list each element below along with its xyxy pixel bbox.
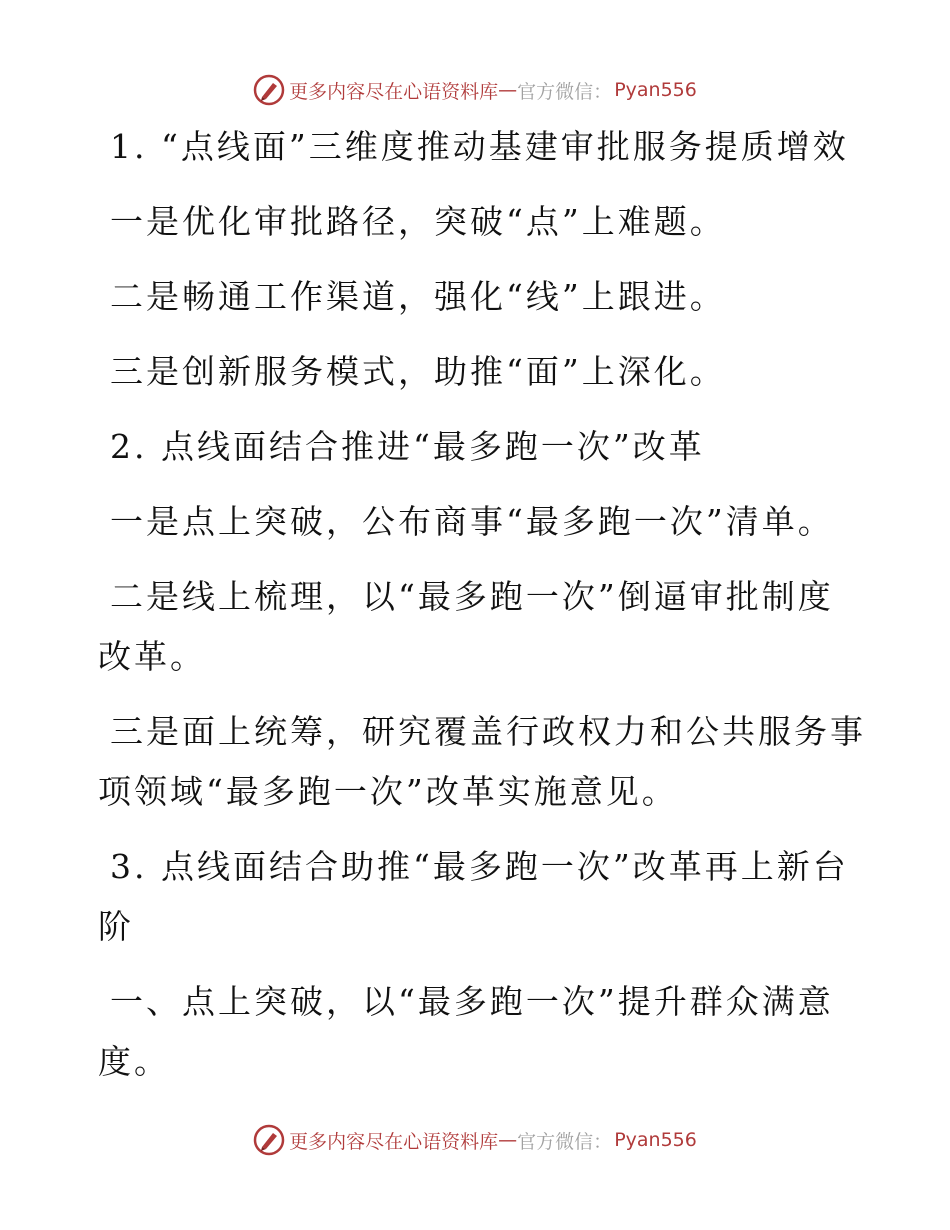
watermark-wechat-label: 官方微信： (517, 1130, 613, 1153)
heading-1: 1. “点线面”三维度推动基建审批服务提质增效 (110, 127, 849, 166)
watermark-wechat-id: Pyan556 (614, 79, 697, 101)
paragraph-line: 一是优化审批路径，突破“点”上难题。 (110, 202, 726, 241)
paragraph-line: 三是创新服务模式，助推“面”上深化。 (110, 352, 726, 391)
document-body (98, 117, 866, 1092)
watermark-wechat-label: 官方微信： (517, 80, 613, 103)
paragraph-line: 三是面上统筹，研究覆盖行政权力和公共服务事 (110, 712, 866, 751)
watermark-dash: — (498, 79, 518, 101)
footer-watermark (0, 1120, 950, 1160)
header-watermark (0, 70, 950, 110)
watermark-text: 更多内容尽在心语资料库 (289, 80, 499, 103)
pen-logo-icon (253, 74, 285, 106)
paragraph-line: 二是畅通工作渠道，强化“线”上跟进。 (110, 277, 726, 316)
paragraph-line-continued: 度。 (98, 1042, 170, 1081)
heading-3-continued: 阶 (98, 907, 134, 946)
heading-3: 3. 点线面结合助推“最多跑一次”改革再上新台 (110, 847, 849, 886)
heading-2: 2. 点线面结合推进“最多跑一次”改革 (110, 427, 705, 466)
paragraph-line: 一是点上突破，公布商事“最多跑一次”清单。 (110, 502, 834, 541)
watermark-text: 更多内容尽在心语资料库 (289, 1130, 499, 1153)
pen-logo-icon (253, 1124, 285, 1156)
watermark-wechat-id: Pyan556 (614, 1129, 697, 1151)
paragraph-line: 一、点上突破，以“最多跑一次”提升群众满意 (110, 982, 834, 1021)
paragraph-line: 二是线上梳理，以“最多跑一次”倒逼审批制度 (110, 577, 834, 616)
paragraph-line-continued: 项领域“最多跑一次”改革实施意见。 (98, 772, 678, 811)
watermark-dash: — (498, 1129, 518, 1151)
paragraph-line-continued: 改革。 (98, 637, 206, 676)
